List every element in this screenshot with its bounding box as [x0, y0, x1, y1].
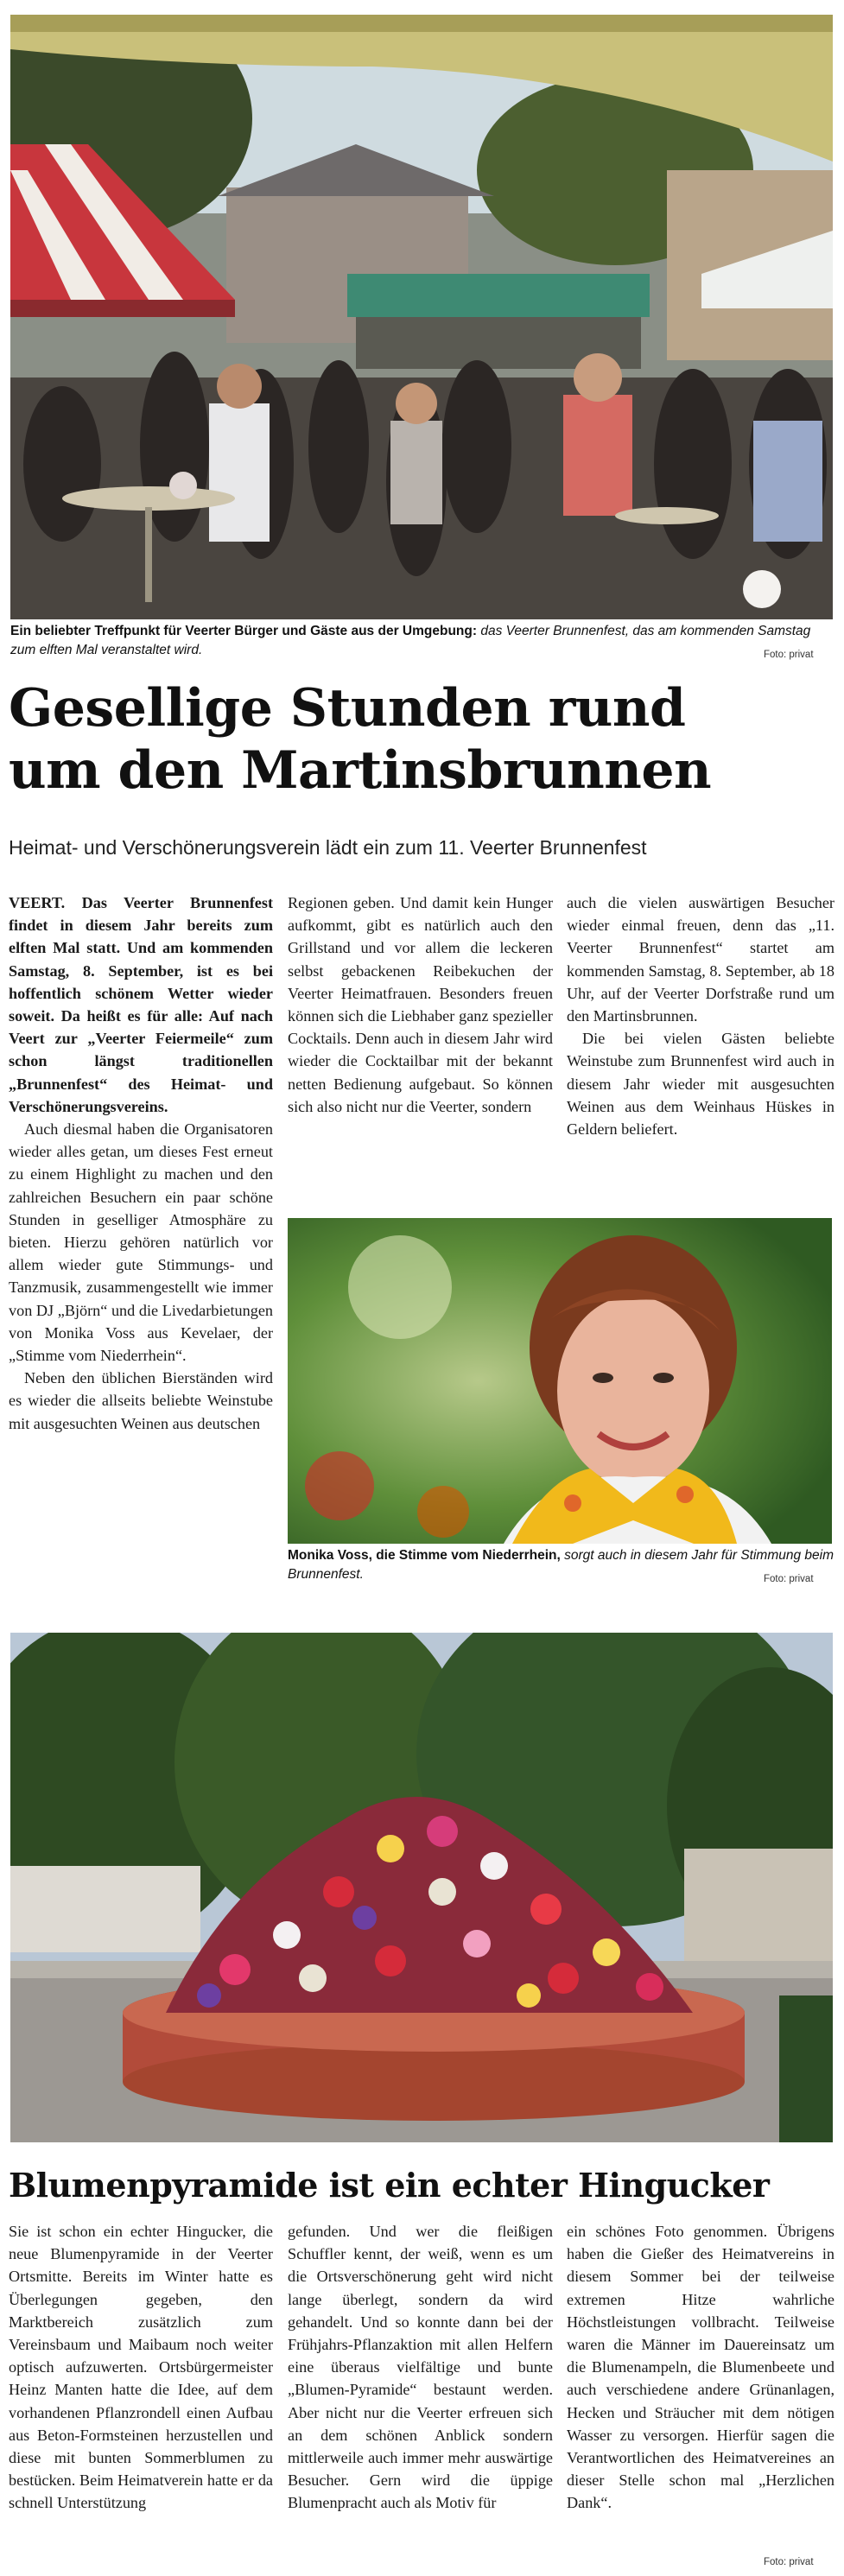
monika-voss-portrait [288, 1218, 832, 1544]
article-column-2 [288, 891, 553, 1118]
photo-credit: Foto: privat [764, 650, 814, 660]
portrait-caption-italic: sorgt auch in diesem Jahr für Stimmung beim Brunnenfest. [288, 1548, 834, 1582]
caption-bold: Ein beliebter Treffpunkt für Veerter Bürger und Gäste aus der Umgebung: [10, 624, 478, 638]
article-paragraph: Die bei vielen Gästen beliebte Weinstube zum Brunnenfest wird auch in diesem Jahr wieder mit ausgesuchten Weinen aus dem Weinhaus Hüskes in Geldern beliefert. [567, 1030, 834, 1139]
article-headline-line1: Gesellige Stunden rund [9, 678, 686, 739]
portrait-photo-credit: Foto: privat [764, 1574, 814, 1584]
article-paragraph: Auch diesmal haben die Organisatoren wieder alles getan, um dieses Fest erneut zu einem Highlight zu machen und den zahlreichen Besuchern ein paar schöne Stunden in geselliger Atmosphäre zu bieten. Hierzu gehören natürlich vor allem wieder gute Stimmungs- und Tanzmusik, zusammengestellt wie immer von DJ „Björn“ und die Livedarbietungen von Monika Voss aus Kevelaer, der „Stimme vom Niederrhein“. [9, 1120, 273, 1365]
article-subheadline: Heimat- und Verschönerungsverein lädt ein zum 11. Veerter Brunnenfest [9, 836, 647, 859]
article-2-photo-credit: Foto: privat [764, 2557, 814, 2567]
portrait-caption-bold: Monika Voss, die Stimme vom Niederrhein, [288, 1548, 561, 1563]
article-column-1 [9, 891, 273, 1435]
article-2-column-2 [288, 2220, 553, 2515]
article-paragraph: ein schönes Foto genommen. Übrigens haben die Gießer des Heimatvereins in diesem Sommer bei der teilweise extremen Hitze wahrliche Höchstleistungen vollbracht. Teilweise waren die Männer im Dauereinsatz um die Blumenampeln, die Blumenbeete und auch verschiedene andere Grünanlagen, Hecken und Sträucher mit dem nötigen Wasser zu versorgen. Hierfür sagen die Verantwortlichen des Heimatvereines an dieser Stelle schon mal „Herzlichen Dank“. [567, 2223, 834, 2512]
festival-crowd-photo [10, 15, 833, 619]
article-column-3 [567, 891, 834, 1140]
flower-pyramid-photo [10, 1633, 833, 2142]
caption-italic: das Veerter Brunnenfest, das am kommenden Samstag zum elften Mal veranstaltet wird. [10, 624, 811, 657]
article-paragraph: Sie ist schon ein echter Hingucker, die neue Blumenpyramide in der Veerter Ortsmitte. Bereits im Winter hatte es Überlegungen gegeben, den Marktbereich zusätzlich zum Vereinsbaum und Maibaum noch weiter optisch aufzuwerten. Ortsbürgermeister Heinz Manten hatte die Idee, auf dem vorhandenen Pflanzrondell einen Aufbau aus Beton-Formsteinen herzustellen und diese mit bunten Sommerblumen zu bestücken. Beim Heimatverein hatte er da schnell Unterstützung [9, 2223, 273, 2512]
article-paragraph: gefunden. Und wer die fleißigen Schuffler kennt, der weiß, wenn es um die Ortsverschönerung geht wird nicht lange überlegt, sondern da wird gehandelt. Und so konnte dann bei der Frühjahrs-Pflanzaktion mit allen Helfern eine überaus vielfältige und bunte „Blumen-Pyramide“ bestaunt werden. Aber nicht nur die Veerter erfreuen sich an dem schönen Anblick sondern mittlerweile auch immer mehr auswärtige Besucher. Gern wird die üppige Blumenpracht auch als Motiv für [288, 2223, 553, 2512]
article-paragraph: auch die vielen auswärtigen Besucher wieder einmal freuen, denn das „11. Veerter Brunnenfest“ startet am kommenden Samstag, 8. September, ab 18 Uhr, auf der Veerter Dorfstraße rund um den Martinsbrunnen. [567, 894, 834, 1025]
article-2-column-1 [9, 2220, 273, 2515]
article-lead-paragraph: VEERT. Das Veerter Brunnenfest findet in diesem Jahr bereits zum elften Mal statt. Und am kommenden Samstag, 8. September, ist es bei hoffentlich schönem Wetter wieder soweit. Da heißt es für alle: Auf nach Veert zur „Veerter Feiermeile“ zum schon längst traditionellen „Brunnenfest“ des Heimat- und Verschönerungsvereins. [9, 894, 273, 1115]
portrait-caption [288, 1546, 834, 1584]
festival-photo-caption [10, 622, 833, 660]
article-2-headline: Blumenpyramide ist ein echter Hingucker [9, 2166, 770, 2205]
article-paragraph: Neben den üblichen Bierständen wird es wieder die allseits beliebte Weinstube mit ausgesuchten Weinen aus deutschen [9, 1369, 273, 1432]
article-2-column-3 [567, 2220, 834, 2515]
article-paragraph: Regionen geben. Und damit kein Hunger aufkommt, gibt es natürlich auch den Grillstand und vor allem die leckeren selbst gebackenen Reibekuchen der Veerter Heimatfrauen. Besonders freuen können sich die Liebhaber ganz spezieller Cocktails. Denn auch in diesem Jahr wird wieder die Cocktailbar mit der bekannt netten Bedienung aufgebaut. So können sich also nicht nur die Veerter, sondern [288, 894, 553, 1115]
article-headline-line2: um den Martinsbrunnen [9, 740, 712, 801]
